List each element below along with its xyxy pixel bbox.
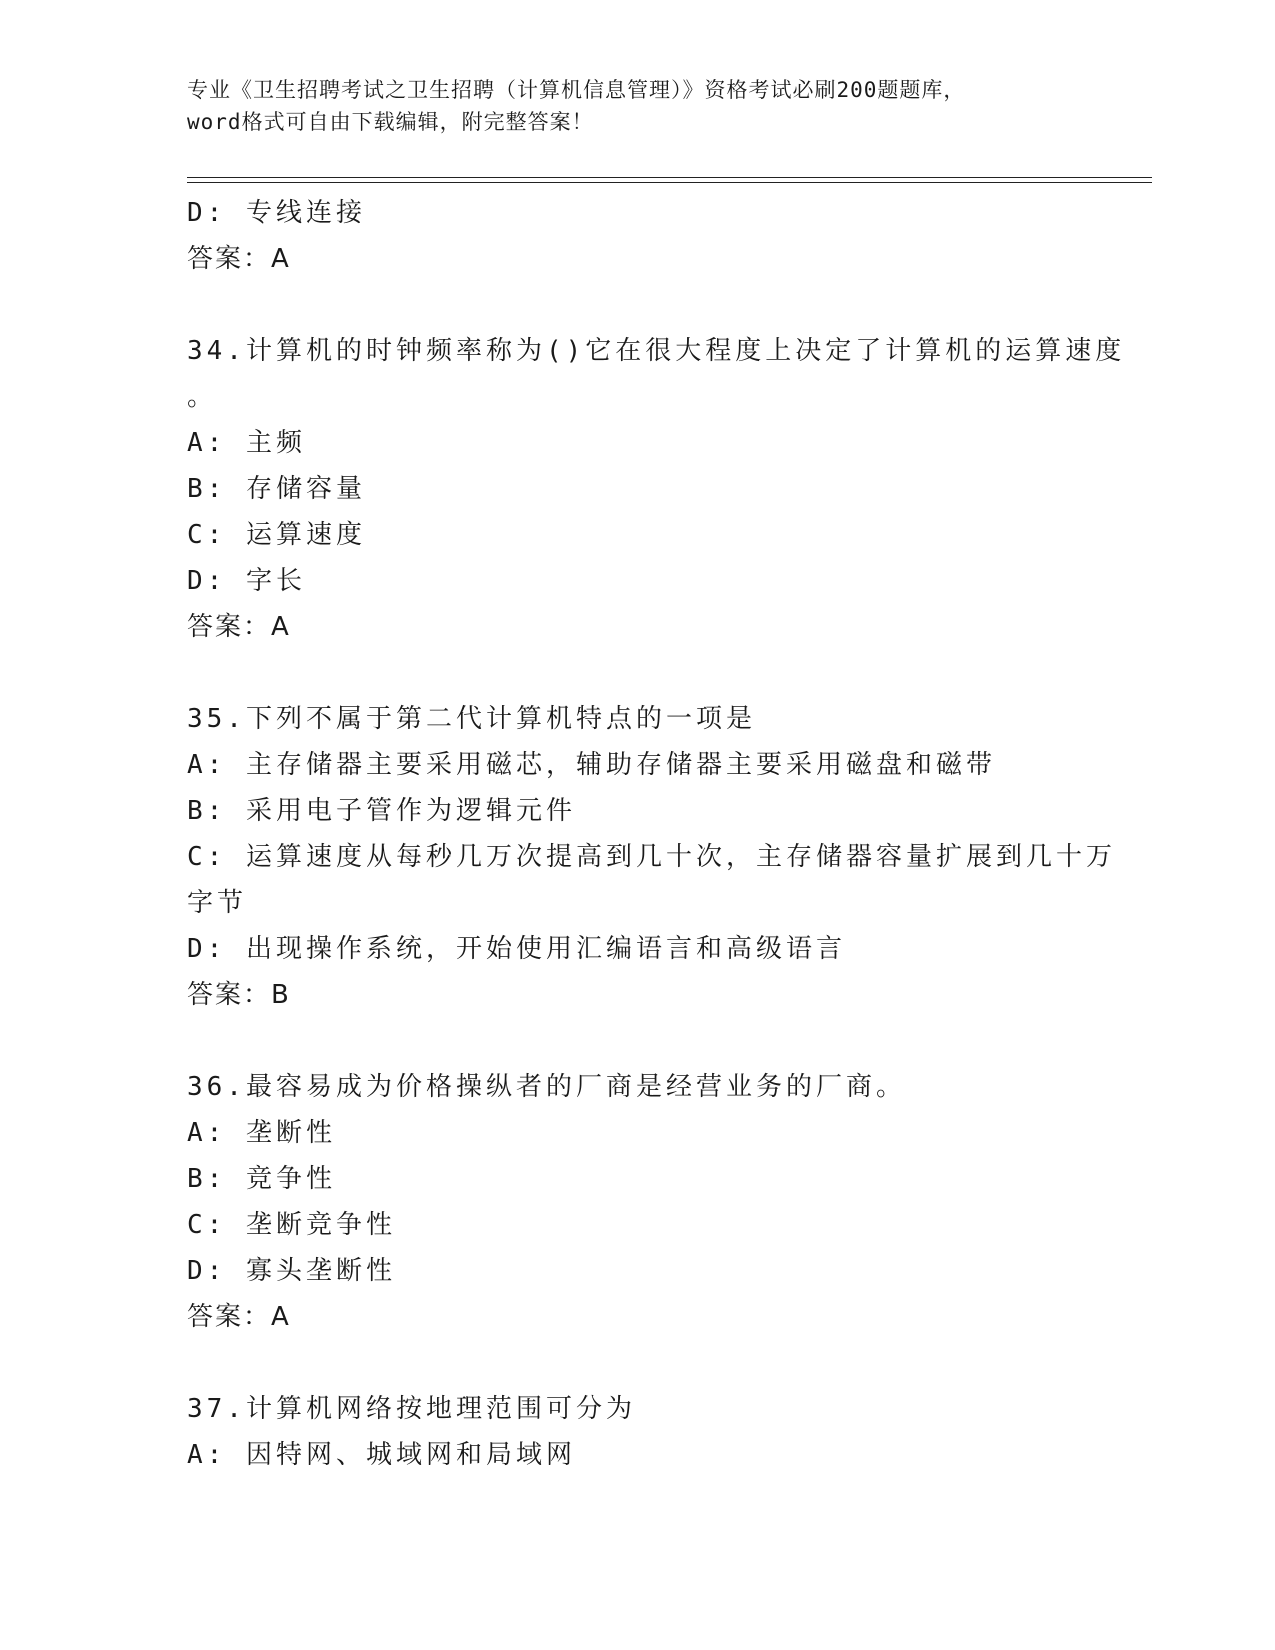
question-stem: 35.下列不属于第二代计算机特点的一项是 bbox=[187, 704, 756, 734]
answer-line: 答案：A bbox=[187, 1302, 291, 1332]
question-stem: 36.最容易成为价格操纵者的厂商是经营业务的厂商。 bbox=[187, 1072, 906, 1102]
answer-line: 答案：B bbox=[187, 980, 291, 1010]
option-a: A: 因特网、城域网和局域网 bbox=[187, 1440, 576, 1470]
option-c: C: 垄断竞争性 bbox=[187, 1210, 396, 1240]
option-b: B: 存储容量 bbox=[187, 474, 366, 504]
option-d: D: 专线连接 bbox=[187, 198, 366, 228]
option-a: A: 主存储器主要采用磁芯，辅助存储器主要采用磁盘和磁带 bbox=[187, 750, 996, 780]
option-b: B: 竞争性 bbox=[187, 1164, 336, 1194]
option-a: A: 主频 bbox=[187, 428, 306, 458]
answer-line: 答案：A bbox=[187, 244, 291, 274]
spacer bbox=[187, 650, 1087, 696]
header-title-line-1: 专业《卫生招聘考试之卫生招聘（计算机信息管理）》资格考试必刷200题题库， bbox=[187, 78, 966, 102]
spacer bbox=[187, 1018, 1087, 1064]
option-c: C: 运算速度 bbox=[187, 520, 366, 550]
option-b: B: 采用电子管作为逻辑元件 bbox=[187, 796, 576, 826]
option-d: D: 字长 bbox=[187, 566, 306, 596]
header-divider bbox=[187, 177, 1152, 183]
question-item bbox=[187, 1386, 1087, 1478]
question-item bbox=[187, 1064, 1087, 1340]
option-a: A: 垄断性 bbox=[187, 1118, 336, 1148]
option-c: C: 运算速度从每秒几万次提高到几十次，主存储器容量扩展到几十万 bbox=[187, 842, 1116, 872]
question-stem: 34.计算机的时钟频率称为()它在很大程度上决定了计算机的运算速度 bbox=[187, 336, 1126, 366]
option-d: D: 寡头垄断性 bbox=[187, 1256, 396, 1286]
option-c-continued: 字节 bbox=[187, 888, 248, 918]
question-item bbox=[187, 696, 1116, 1018]
option-d: D: 出现操作系统，开始使用汇编语言和高级语言 bbox=[187, 934, 846, 964]
question-stem-continued: 。 bbox=[187, 382, 218, 412]
question-stem: 37.计算机网络按地理范围可分为 bbox=[187, 1394, 636, 1424]
spacer bbox=[187, 282, 1087, 328]
question-list bbox=[187, 190, 1126, 1478]
header-title-line-2: word格式可自由下载编辑，附完整答案！ bbox=[187, 110, 594, 134]
question-item bbox=[187, 328, 1126, 650]
spacer bbox=[187, 1340, 1087, 1386]
document-header bbox=[187, 74, 1087, 138]
answer-line: 答案：A bbox=[187, 612, 291, 642]
